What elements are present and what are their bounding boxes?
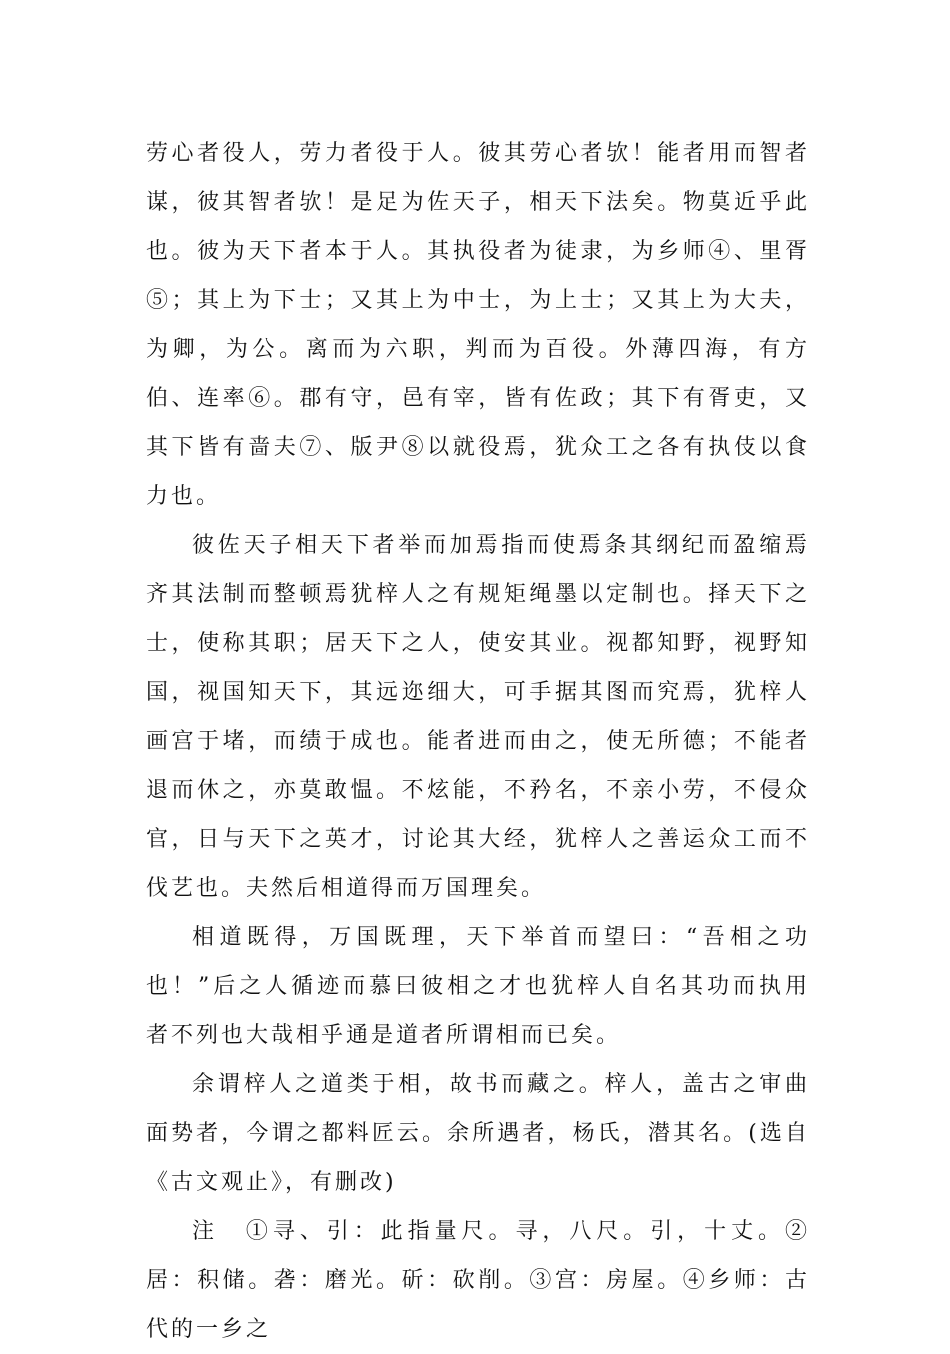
- footnote-paragraph: 注 ①寻、引：此指量尺。寻，八尺。引，十丈。②居：积储。砻：磨光。斫：砍削。③宫：房屋。④乡师：古代的一乡之: [146, 1219, 810, 1342]
- paragraph-3: 相道既得，万国既理，天下举首而望曰：“吾相之功也！”后之人循迹而慕曰彼相之才也犹梓人自名其功而执用者不列也大哉相乎通是道者所谓相而已矣。: [146, 925, 810, 1048]
- paragraph-1: 劳心者役人，劳力者役于人。彼其劳心者欤！能者用而智者谋，彼其智者欤！是足为佐天子，相天下法矣。物莫近乎此也。彼为天下者本于人。其执役者为徒隶，为乡师④、里胥⑤；其上为下士；又其上为中士，为上士；又其上为大夫，为卿，为公。离而为六职，判而为百役。外薄四海，有方伯、连率⑥。郡有守，邑有宰，皆有佐政；其下有胥吏，又其下皆有啬夫⑦、版尹⑧以就役焉，犹众工之各有执伎以食力也。: [146, 141, 810, 509]
- document-body: [146, 129, 810, 1354]
- paragraph-2: 彼佐天子相天下者举而加焉指而使焉条其纲纪而盈缩焉齐其法制而整顿焉犹梓人之有规矩绳墨以定制也。择天下之士，使称其职；居天下之人，使安其业。视都知野，视野知国，视国知天下，其远迩细大，可手据其图而究焉，犹梓人画宫于堵，而绩于成也。能者进而由之，使无所德；不能者退而休之，亦莫敢愠。不炫能，不矜名，不亲小劳，不侵众官，日与天下之英才，讨论其大经，犹梓人之善运众工而不伐艺也。夫然后相道得而万国理矣。: [146, 533, 810, 901]
- paragraph-4: 余谓梓人之道类于相，故书而藏之。梓人，盖古之审曲面势者，今谓之都料匠云。余所遇者，杨氏，潜其名。(选自《古文观止》，有删改): [146, 1072, 810, 1195]
